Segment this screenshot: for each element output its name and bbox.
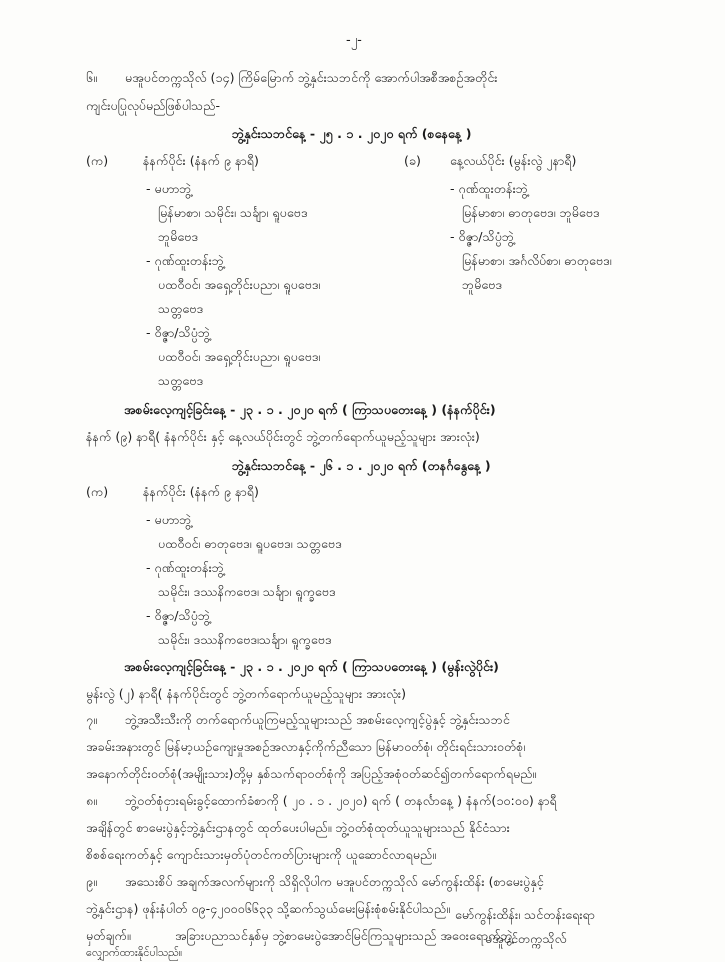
remark-line-2: လျှောက်ထားနိုင်ပါသည်။ xyxy=(86,946,183,959)
day1-left-item: - ဂုဏ်ထူးတန်းဘွဲ့ xyxy=(146,253,224,268)
day1-left-item: - မဟာဘွဲ့ xyxy=(146,181,192,196)
day1-right-item: မြန်မာစာ၊ ဓာတုဗေဒ၊ ဘူမိဗေဒ xyxy=(462,205,600,220)
day1-right-item: မြန်မာစာ၊ အင်္ဂလိပ်စာ၊ ဓာတုဗေဒ၊ xyxy=(462,253,612,268)
signature-title: မော်ကွန်းထိန်း၊ သင်တန်းရေးရာ xyxy=(455,907,595,922)
remark-label: မှတ်ချက်။ xyxy=(86,928,131,943)
day2-item: ပထဝီဝင်၊ ဓာတုဗေဒ၊ ရူပဗေဒ၊ သတ္တဗေဒ xyxy=(158,536,342,551)
section-7-line-3: အနောက်တိုင်းဝတ်စုံ(အမျိုးသား)တို့မှ နှစ်သက်ရာဝတ်စုံကို အပြည့်အစုံဝတ်ဆင်၍တက်ရောက်ရမည်။ xyxy=(86,766,537,781)
section-9-number: ၉။ xyxy=(86,874,97,889)
section-8-number: ၈။ xyxy=(86,793,98,808)
section-6-number: ၆။ xyxy=(86,70,97,85)
ceremony-day-2-heading: ဘွဲ့နှင်းသဘင်နေ့ - ၂၆ . ၁ . ၂၀၂၀ ရက် (တနင်္ဂနွေနေ့ ) xyxy=(232,458,491,473)
day1-morning-mark: (က) xyxy=(86,153,109,168)
rehearsal-2-heading: အစမ်းလေ့ကျင့်ခြင်းနေ့ - ၂၃ . ၁ . ၂၀၂၀ ရက် ( ကြာသပတေးနေ့ ) (မွန်းလွဲပိုင်း) xyxy=(124,659,499,674)
remark-line-1: အခြားပညာသင်နှစ်မှ ဘွဲ့စာမေးပွဲအောင်မြင်ကြသူများသည် အဝေးရောက်ဘွဲ့ xyxy=(175,928,513,943)
day1-left-item: ဘူမိဗေဒ xyxy=(158,229,198,244)
day1-right-item: - ဝိဇ္ဇာ/သိပ္ပံဘွဲ့ xyxy=(450,229,515,244)
section-8-line-2: အချိန်တွင် စာမေးပွဲနှင့်ဘွဲ့နှင်းဌာနတွင် ထုတ်ပေးပါမည်။ ဘွဲ့ဝတ်စုံထုတ်ယူသူများသည် နိုင်ငံသား xyxy=(86,820,510,835)
day1-left-item: - ဝိဇ္ဇာ/သိပ္ပံဘွဲ့ xyxy=(146,325,211,340)
day1-left-item: မြန်မာစာ၊ သမိုင်း၊ သင်္ချာ၊ ရူပဗေဒ xyxy=(158,205,308,220)
day1-left-item: ပထဝီဝင်၊ အရှေ့တိုင်းပညာ၊ ရူပဗေဒ၊ xyxy=(158,349,321,364)
section-8-line-1: ဘွဲ့ဝတ်စုံငှားရမ်းခွင့်ထောက်ခံစာကို ( ၂၀ . ၁ . ၂၀၂၀) ရက် ( တနင်္လာနေ့ ) နံနက်(၁၀:၀၀) နာရီ xyxy=(125,793,557,808)
day1-left-item: သတ္တဗေဒ xyxy=(158,373,204,388)
section-6-line-1: မအူပင်တက္ကသိုလ် (၁၄) ကြိမ်မြောက် ဘွဲ့နှင်းသဘင်ကို အောက်ပါအစီအစဉ်အတိုင်း xyxy=(125,70,498,85)
day1-right-item: - ဂုဏ်ထူးတန်းဘွဲ့ xyxy=(450,181,528,196)
day2-item: - မဟာဘွဲ့ xyxy=(146,512,192,527)
page-number: -၂- xyxy=(346,33,362,48)
day2-item: သမိုင်း၊ ဒဿနိကဗေဒ၊ သင်္ချာ၊ ရူက္ခဗေဒ xyxy=(158,584,336,599)
section-7-line-1: ဘွဲ့အသီးသီးကို တက်ရောက်ယူကြမည့်သူများသည် အစမ်းလေ့ကျင့်ပွဲနှင့် ဘွဲ့နှင်းသဘင် xyxy=(125,712,510,727)
day1-afternoon-mark: (ခ) xyxy=(404,153,421,168)
day2-item: သမိုင်း၊ ဒဿနိကဗေဒ၊သင်္ချာ၊ ရူက္ခဗေဒ xyxy=(158,632,332,647)
rehearsal-1-heading: အစမ်းလေ့ကျင့်ခြင်းနေ့ - ၂၃ . ၁ . ၂၀၂၀ ရက် ( ကြာသပတေးနေ့ ) (နံနက်ပိုင်း) xyxy=(124,402,496,417)
ceremony-day-1-heading: ဘွဲ့နှင်းသဘင်နေ့ - ၂၅ . ၁ . ၂၀၂၀ ရက် (စနေနေ့ ) xyxy=(232,126,472,141)
section-8-line-3: စိစစ်ရေးကတ်နှင့် ကျောင်းသားမှတ်ပုံတင်ကတ်ပြားများကို ယူဆောင်လာရမည်။ xyxy=(86,847,437,862)
day1-right-item: ဘူမိဗေဒ xyxy=(462,277,502,292)
section-7-number: ၇။ xyxy=(86,712,97,727)
day1-afternoon-title: နေ့လယ်ပိုင်း (မွန်းလွဲ ၂နာရီ) xyxy=(450,153,577,168)
day1-morning-title: နံနက်ပိုင်း (နံနက် ၉ နာရီ) xyxy=(143,153,259,168)
section-9-line-2: ဘွဲ့နှင်းဌာန) ဖုန်းနံပါတ် ၀၉-၄၂၀၀၀၆၆၃၃ သို့ဆက်သွယ်မေးမြန်းစုံစမ်းနိုင်ပါသည်။ xyxy=(86,901,450,916)
section-7-line-2: အခမ်းအနားတွင် မြန်မာ့ယဉ်ကျေးမှုအစဉ်အလာနှင့်ကိုက်ညီသော မြန်မာဝတ်စုံ၊ တိုင်းရင်းသားဝတ်စုံ၊ xyxy=(86,739,526,754)
day1-left-item: သတ္တဗေဒ xyxy=(158,301,204,316)
day2-item: - ဝိဇ္ဇာ/သိပ္ပံဘွဲ့ xyxy=(146,608,211,623)
rehearsal-2-note: မွန်းလွဲ (၂) နာရီ( နံနက်ပိုင်းတွင် ဘွဲ့တက်ရောက်ယူမည့်သူများ အားလုံး) xyxy=(86,686,407,701)
signature-institution: မအူပင်တက္ကသိုလ် xyxy=(485,931,567,946)
day2-morning-mark: (က) xyxy=(86,484,109,499)
rehearsal-1-note: နံနက် (၉) နာရီ( နံနက်ပိုင်း နှင့် နေ့လယ်ပိုင်းတွင် ဘွဲ့တက်ရောက်ယူမည့်သူများ အားလုံး) xyxy=(86,429,480,444)
day2-item: - ဂုဏ်ထူးတန်းဘွဲ့ xyxy=(146,560,224,575)
day2-morning-title: နံနက်ပိုင်း (နံနက် ၉ နာရီ) xyxy=(143,484,259,499)
section-9-line-1: အသေးစိပ် အချက်အလက်များကို သိရှိလိုပါက မအူပင်တက္ကသိုလ် မော်ကွန်းထိန်း (စာမေးပွဲနှင့် xyxy=(125,874,544,889)
section-6-line-2: ကျင်းပပြုလုပ်မည်ဖြစ်ပါသည်- xyxy=(86,98,220,113)
day1-left-item: ပထဝီဝင်၊ အရှေ့တိုင်းပညာ၊ ရူပဗေဒ၊ xyxy=(158,277,321,292)
